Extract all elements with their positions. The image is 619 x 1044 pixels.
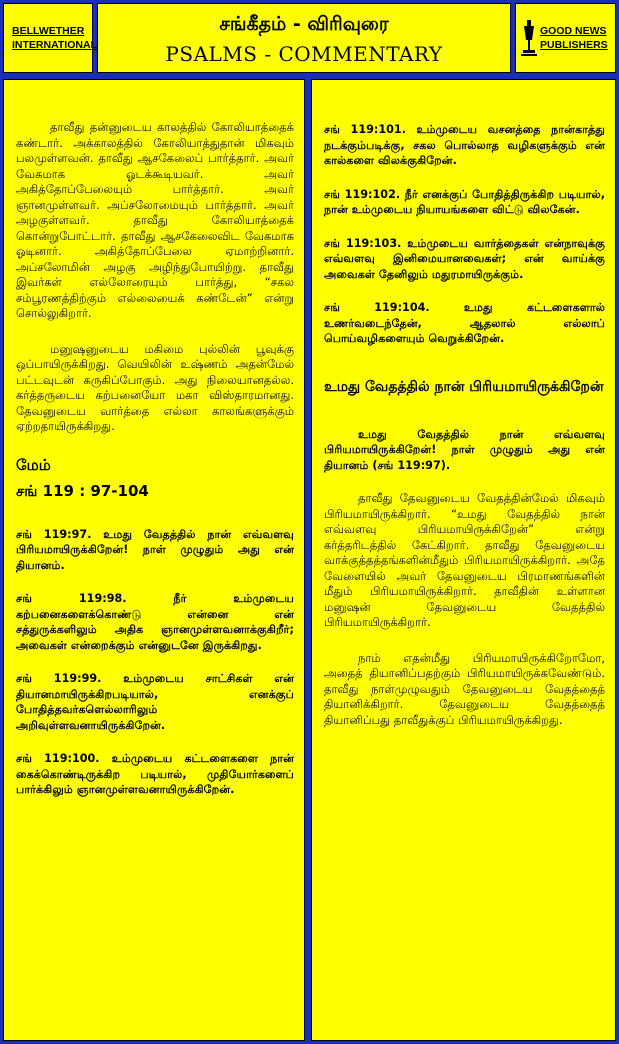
good-news-logo [515,3,616,73]
section-title: மேம் [16,455,51,474]
verse-98: சங் 119:98. நீர் உம்முடைய கற்பனைகளைக்கொண்டு என்னை என் சத்துருக்களிலும் அதிக ஞானமுள்ளவனாக்குகிறீர்; அவைகள் என்றைக்கும் என்னுடனே இருக்கிறது. [16,592,294,652]
subheading: உமது வேதத்தில் நான் பிரியமாயிருக்கிறேன் [324,378,604,395]
verse-104: சங் 119:104. உமது கட்டளைகளால் உணர்வடைந்தேன், ஆதலால் எல்லாப் பொய்வழிகளையும் வெறுக்கிறேன். [324,301,605,345]
section-reference: சங் 119 : 97-104 [16,481,149,500]
title-english: PSALMS - COMMENTARY [165,42,443,66]
left-column [3,79,305,1041]
verse-102: சங் 119:102. நீர் எனக்குப் போதித்திருக்கிற படியால், நான் உம்முடைய நியாயங்களை விட்டு விலகேன். [324,187,605,216]
title-box [97,3,511,73]
logo-left-line1: BELLWETHER [12,25,85,37]
right-paragraph-2: நாம் எதன்மீது பிரியமாயிருக்கிறோமோ, அதைத் தியானிப்பதற்கும் பிரியமாயிருக்கவேண்டும். தாவீது நாள்முழுவதும் தேவனுடைய வேதத்தைத் தியானிக்கிறார். தேவனுடைய வேதத்தைத் தியானிப்பது தாவீதுக்குப் பிரியமாயிருக்கிறது. [324,650,605,727]
right-paragraph-1: தாவீது தேவனுடைய வேதத்தின்மேல் மிகவும் பிரியமாயிருக்கிறார். “உமது வேதத்தில் நான் எவ்வளவு பிரியமாயிருக்கிறேன்” என்று கர்த்தரிடத்தில் கேட்கிறார். தாவீது தேவனுடைய வாக்குத்தத்தங்களின்மீதும் பிரியமாயிருக்கிறார். அதே வேளையில் அவர் தேவனுடைய பிரமாணங்களின் மீதும் பிரியமாயிருக்கிறார். தாவீதின் உள்ளான மனுஷன் தேவனுடைய வேதத்தில் பிரியமாயிருக்கிறார். [324,491,605,629]
title-tamil: சங்கீதம் - விரிவுரை [219,13,389,35]
right-column [311,79,616,1041]
key-verse: உமது வேதத்தில் நான் எவ்வளவு பிரியமாயிருக்கிறேன்! நாள் முழுதும் அது என் தியானம் (சங் 119:97). [324,427,605,472]
bellwether-logo [3,3,97,73]
logo-right-line2: PUBLISHERS [540,39,608,51]
left-paragraph-1: தாவீது தன்னுடைய காலத்தில் கோலியாத்தைக் கண்டார். அக்காலத்தில் கோலியாத்துதான் மிகவும் பலமுள்ளவன். தாவீது ஆசகேலைப் பார்த்தார். அவர் வேகமாக ஓடக்கூடியவர். அவர் அகித்தோப்பேலையும் பார்த்தார். அவர் ஞானமுள்ளவர். அப்சலோமையும் பார்த்தார். அவர் அழகுள்ளவர். தாவீது கோலியாத்தைக் கொன்றுபோட்டார். தாவீது ஆசகேலைவிட வேகமாக ஓடினார். அகித்தோப்பேலை ஏமாற்றினார். அப்சலோமின் அழகு அழிந்துபோயிற்று. தாவீது இவர்கள் எல்லோரையும் பார்த்து, “சகல சம்பூரணத்திற்கும் எல்லையைக் கண்டேன்” என்று சொல்லுகிறார். [16,120,294,320]
verse-100: சங் 119:100. உம்முடைய கட்டளைகளை நான் கைக்கொண்டிருக்கிற படியால், முதியோர்களைப் பார்க்கிலும் ஞானமுள்ளவனாயிருக்கிறேன். [16,752,294,796]
verse-97: சங் 119:97. உமது வேதத்தில் நான் எவ்வளவு பிரியமாயிருக்கிறேன்! நாள் முழுதும் அது என் தியானம். [16,527,294,572]
left-paragraph-2: மனுஷனுடைய மகிமை புல்லின் பூவுக்கு ஒப்பாயிருக்கிறது. வெயிலின் உஷ்ணம் அதன்மேல் பட்டவுடன் கருகிப்போகும். அது நிலையானதல்ல. கர்த்தருடைய கற்பனையோ மகா விஸ்தாரமானது. தேவனுடைய வார்த்தை எல்லா காலங்களுக்கும் ஏற்றதாயிருக்கிறது. [16,341,294,433]
verse-101: சங் 119:101. உம்முடைய வசனத்தை நான்காத்து நடக்கும்படிக்கு, சகல பொல்லாத வழிகளுக்கும் என் கால்களை விலக்குகிறேன். [324,123,605,167]
lamp-icon [521,18,537,58]
logo-right-line1: GOOD NEWS [540,25,607,37]
verse-99: சங் 119:99. உம்முடைய சாட்சிகள் என் தியானமாயிருக்கிறபடியால், எனக்குப் போதித்தவர்களெல்லாரிலும் அறிவுள்ளவனாயிருக்கிறேன். [16,672,294,732]
verse-103: சங் 119:103. உம்முடைய வார்த்தைகள் என்நாவுக்கு எவ்வளவு இனிமையானவைகள்; என் வாய்க்கு அவைகள் தேனிலும் மதுரமாயிருக்கும். [324,236,605,281]
logo-left-line2: INTERNATIONAL [12,39,97,51]
